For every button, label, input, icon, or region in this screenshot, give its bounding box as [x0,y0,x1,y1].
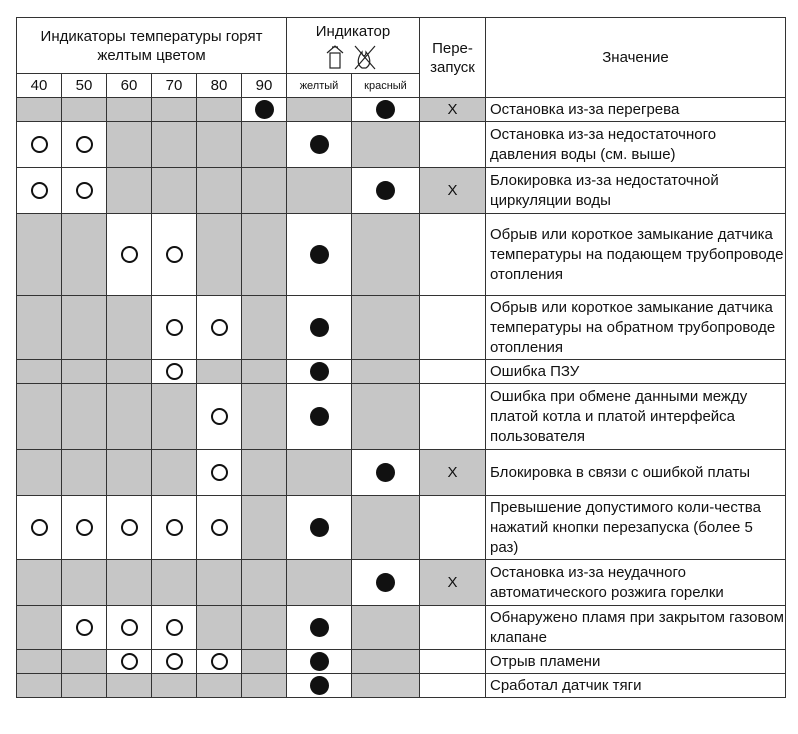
temp-lamp-cell [242,450,287,496]
temp-lamp-cell [242,98,287,122]
temp-lamp-cell [242,560,287,606]
table-row [17,450,786,496]
header-indicator [287,18,420,74]
yellow-indicator-cell [287,214,352,296]
table-row [17,168,786,214]
yellow-lamp-icon [310,135,329,154]
yellow-lamp-icon [310,407,329,426]
meaning-cell [486,560,786,606]
temp-label: 80 [197,74,242,98]
lamp-blinking-icon [211,653,228,670]
temp-lamp-cell [62,674,107,698]
meaning-cell [486,606,786,650]
temp-lamp-cell [17,450,62,496]
temp-lamp-cell [107,122,152,168]
temp-lamp-cell [17,384,62,450]
temp-lamp-cell [107,606,152,650]
temp-lamp-cell [107,296,152,360]
temp-lamp-cell [242,674,287,698]
temp-lamp-cell [242,606,287,650]
restart-mark: X [447,464,458,481]
error-code-table [16,17,786,698]
temp-lamp-cell [17,122,62,168]
temp-lamp-cell [17,98,62,122]
meaning-cell [486,360,786,384]
temp-lamp-cell [107,674,152,698]
meaning-cell [486,98,786,122]
yellow-indicator-cell [287,122,352,168]
red-indicator-cell [352,496,420,560]
yellow-indicator-cell [287,560,352,606]
restart-mark: X [447,182,458,199]
red-indicator-cell [352,450,420,496]
lamp-blinking-icon [121,653,138,670]
temp-lamp-cell [62,606,107,650]
meaning-cell [486,296,786,360]
table-row [17,122,786,168]
temp-lamp-cell [62,384,107,450]
temp-lamp-cell [107,360,152,384]
red-indicator-cell [352,296,420,360]
temp-lamp-cell [242,650,287,674]
temp-lamp-cell [107,384,152,450]
temp-lamp-cell [62,296,107,360]
red-indicator-cell [352,214,420,296]
red-indicator-cell [352,560,420,606]
red-indicator-cell [352,650,420,674]
temp-lamp-cell [197,650,242,674]
temp-lamp-cell [197,384,242,450]
restart-cell [420,384,486,450]
lamp-blinking-icon [121,519,138,536]
table-row [17,560,786,606]
lamp-blinking-icon [166,363,183,380]
red-indicator-cell [352,98,420,122]
meaning-text: Остановка из-за недостаточного давления воды (см. выше) [490,125,717,163]
temp-lamp-cell [17,214,62,296]
temp-label: 60 [107,74,152,98]
temp-lamp-cell [17,560,62,606]
meaning-text: Остановка из-за неудачного автоматического розжига горелки [490,563,724,601]
temp-lamp-cell [197,450,242,496]
table-row [17,674,786,698]
temp-lamp-cell [17,674,62,698]
meaning-cell [486,384,786,450]
temp-lamp-cell [62,168,107,214]
temp-lamp-cell [107,560,152,606]
header-restart: Пере-запуск [420,18,486,98]
red-lamp-icon [376,463,395,482]
temp-lamp-cell [197,674,242,698]
yellow-indicator-cell [287,606,352,650]
lamp-blinking-icon [211,408,228,425]
red-indicator-cell [352,122,420,168]
temp-lamp-cell [107,168,152,214]
meaning-text: Обрыв или короткое замыкание датчика температуры на обратном трубопроводе отопления [490,298,776,356]
temp-lamp-cell [107,98,152,122]
meaning-text: Остановка из-за перегрева [490,100,680,118]
yellow-indicator-cell [287,98,352,122]
yellow-lamp-icon [310,318,329,337]
table-row [17,214,786,296]
lamp-blinking-icon [31,519,48,536]
temp-lamp-cell [62,450,107,496]
lamp-blinking-icon [166,619,183,636]
meaning-text: Блокировка из-за недостаточной циркуляции воды [490,171,719,209]
temp-lamp-cell [197,122,242,168]
lamp-blinking-icon [31,136,48,153]
lamp-blinking-icon [211,464,228,481]
meaning-cell [486,496,786,560]
temp-lamp-cell [197,360,242,384]
yellow-lamp-icon [310,652,329,671]
temp-lamp-cell [152,450,197,496]
table-row [17,496,786,560]
red-indicator-cell [352,168,420,214]
temp-lamp-cell [17,360,62,384]
meaning-cell [486,214,786,296]
temp-lamp-cell [152,560,197,606]
restart-cell [420,168,486,214]
restart-cell [420,214,486,296]
temp-lamp-cell [152,168,197,214]
temp-lamp-cell [152,384,197,450]
header-indicator-label: Индикатор [315,22,391,40]
temp-lamp-cell [152,674,197,698]
table-row [17,296,786,360]
temp-lamp-cell [242,296,287,360]
restart-cell [420,496,486,560]
temp-label: 40 [17,74,62,98]
temp-lamp-cell [152,98,197,122]
restart-cell [420,674,486,698]
temp-lamp-cell [242,122,287,168]
yellow-indicator-cell [287,384,352,450]
temp-lamp-cell [197,296,242,360]
yellow-lamp-icon [310,362,329,381]
yellow-lamp-icon [310,676,329,695]
restart-cell [420,98,486,122]
temp-lamp-cell [62,98,107,122]
temp-label: 70 [152,74,197,98]
temp-lamp-cell [17,650,62,674]
lamp-blinking-icon [211,519,228,536]
yellow-lamp-icon [310,245,329,264]
temp-lamp-cell [62,360,107,384]
temp-lamp-cell [107,496,152,560]
restart-mark: X [447,574,458,591]
temp-lamp-cell [242,496,287,560]
temp-lamp-cell [197,214,242,296]
meaning-text: Ошибка ПЗУ [490,362,580,380]
lamp-blinking-icon [166,653,183,670]
temp-lamp-cell [17,296,62,360]
meaning-cell [486,168,786,214]
meaning-cell [486,450,786,496]
temp-lamp-cell [107,450,152,496]
meaning-cell [486,650,786,674]
restart-cell [420,122,486,168]
lamp-blinking-icon [166,319,183,336]
yellow-indicator-cell [287,496,352,560]
temp-lamp-cell [197,606,242,650]
yellow-indicator-cell [287,360,352,384]
lamp-blinking-icon [166,246,183,263]
meaning-cell [486,674,786,698]
red-indicator-cell [352,606,420,650]
temp-lamp-cell [17,606,62,650]
table-row [17,650,786,674]
temp-lamp-cell [107,214,152,296]
temp-lamp-cell [152,214,197,296]
lamp-blinking-icon [76,136,93,153]
temp-lamp-cell [107,650,152,674]
yellow-lamp-icon [310,618,329,637]
temp-lamp-cell [197,168,242,214]
chimney-icon [327,46,343,68]
lamp-blinking-icon [211,319,228,336]
temp-lamp-cell [62,650,107,674]
temp-lamp-cell [197,560,242,606]
lamp-blinking-icon [76,182,93,199]
yellow-indicator-cell [287,450,352,496]
yellow-label: желтый [287,74,352,98]
table-row [17,384,786,450]
lamp-blinking-icon [76,519,93,536]
temp-lamp-cell [242,360,287,384]
meaning-text: Блокировка в связи с ошибкой платы [490,463,751,481]
lamp-blinking-icon [121,246,138,263]
temp-label: 90 [242,74,287,98]
temp-lamp-cell [152,606,197,650]
temp-lamp-cell [62,560,107,606]
lamp-blinking-icon [166,519,183,536]
table-row [17,98,786,122]
meaning-text: Превышение допустимого коли-чества нажатий кнопки перезапуска (более 5 раз) [490,498,761,556]
lamp-on-icon [255,100,274,119]
restart-cell [420,450,486,496]
restart-cell [420,650,486,674]
meaning-text: Обрыв или короткое замыкание датчика температуры на подающем трубопроводе отопления [490,225,784,283]
temp-lamp-cell [242,384,287,450]
temp-lamp-cell [152,496,197,560]
red-lamp-icon [376,100,395,119]
red-indicator-cell [352,360,420,384]
temp-label: 50 [62,74,107,98]
temp-lamp-cell [242,168,287,214]
yellow-lamp-icon [310,518,329,537]
temp-lamp-cell [152,296,197,360]
lamp-blinking-icon [76,619,93,636]
restart-mark: X [447,101,458,118]
meaning-text: Сработал датчик тяги [490,676,642,694]
red-lamp-icon [376,181,395,200]
red-label: красный [352,74,420,98]
meaning-text: Ошибка при обмене данными между платой котла и платой интерфейса пользователя [490,387,748,445]
red-indicator-cell [352,384,420,450]
meaning-text: Обнаружено пламя при закрытом газовом клапане [490,608,784,646]
table-row [17,360,786,384]
lamp-blinking-icon [121,619,138,636]
temp-lamp-cell [152,122,197,168]
temp-lamp-cell [197,98,242,122]
temp-lamp-cell [242,214,287,296]
yellow-indicator-cell [287,674,352,698]
red-lamp-icon [376,573,395,592]
table-row [17,606,786,650]
indicator-icons [318,42,388,70]
temp-lamp-cell [152,650,197,674]
meaning-cell [486,122,786,168]
header-meaning: Значение [486,18,786,98]
restart-cell [420,296,486,360]
temp-lamp-cell [62,496,107,560]
yellow-indicator-cell [287,296,352,360]
restart-cell [420,360,486,384]
meaning-text: Отрыв пламени [490,652,601,670]
temp-lamp-cell [197,496,242,560]
temp-lamp-cell [62,214,107,296]
restart-cell [420,560,486,606]
yellow-indicator-cell [287,168,352,214]
lamp-blinking-icon [31,182,48,199]
header-temperature-indicators: Индикаторы температуры горят желтым цветом [17,18,287,74]
temp-lamp-cell [17,168,62,214]
restart-cell [420,606,486,650]
temp-lamp-cell [17,496,62,560]
temp-lamp-cell [62,122,107,168]
red-indicator-cell [352,674,420,698]
temp-lamp-cell [152,360,197,384]
no-flame-icon [355,46,375,69]
yellow-indicator-cell [287,650,352,674]
